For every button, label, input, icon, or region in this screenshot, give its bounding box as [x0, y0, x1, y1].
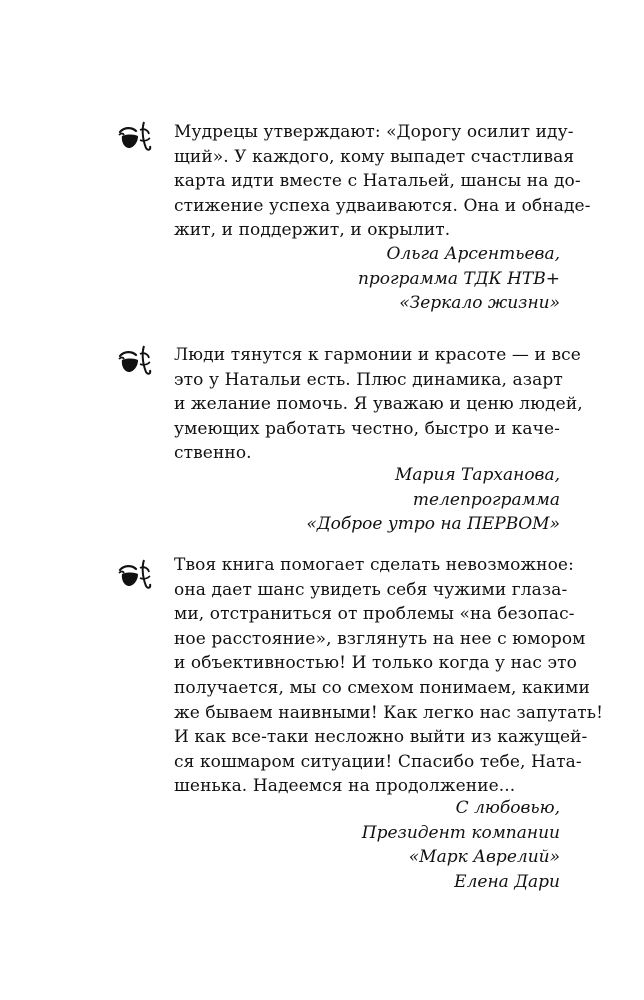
- quote-line: Мудрецы утверждают: «Дорогу осилит иду-: [174, 122, 574, 142]
- quote-line: стижение успеха удваиваются. Она и обнаде-: [174, 195, 591, 216]
- quote-line: и объективностью! И только когда у нас это: [174, 653, 577, 674]
- attribution-line: «Доброе утро на ПЕРВОМ»: [306, 514, 560, 535]
- quote-line: же бываем наивными! Как легко нас запутать!: [174, 702, 604, 723]
- attribution-line: «Зеркало жизни»: [399, 293, 560, 314]
- attribution-line: Мария Тарханова,: [395, 465, 560, 485]
- quote-text: [174, 553, 604, 799]
- quote-text: [174, 343, 583, 466]
- attribution-line: Ольга Арсентьева,: [386, 244, 560, 264]
- quote-line: шенька. Надеемся на продолжение...: [174, 776, 516, 797]
- quote-line: карта идти вместе с Натальей, шансы на до-: [174, 171, 581, 192]
- quote-line: И как все-таки несложно выйти из кажущей-: [174, 727, 588, 748]
- attribution-line: программа ТДК НТВ+: [357, 268, 560, 289]
- quote-attribution: [306, 463, 560, 537]
- teapot-flourish-icon: [116, 342, 156, 378]
- quote-line: Твоя книга помогает сделать невозможное:: [174, 555, 574, 575]
- quote-line: получается, мы со смехом понимаем, какими: [174, 677, 590, 698]
- quote-line: и желание помочь. Я уважаю и ценю людей,: [174, 394, 583, 415]
- teapot-flourish-icon: [116, 556, 156, 592]
- quote-line: умеющих работать честно, быстро и каче-: [174, 418, 560, 439]
- quote-line: это у Натальи есть. Плюс динамика, азарт: [174, 369, 563, 390]
- quote-line: ми, отстраниться от проблемы «на безопас-: [174, 604, 575, 625]
- quote-line: ное расстояние», взглянуть на нее с юмором: [174, 628, 586, 649]
- quote-line: ственно.: [174, 443, 252, 464]
- quote-line: ся кошмаром ситуации! Спасибо тебе, Ната-: [174, 751, 582, 772]
- quote-attribution: [358, 242, 560, 316]
- quote-line: Люди тянутся к гармонии и красоте — и все: [174, 345, 581, 365]
- attribution-line: С любовью,: [455, 798, 560, 818]
- teapot-flourish-icon: [116, 118, 156, 154]
- attribution-line: Елена Дари: [454, 871, 560, 892]
- attribution-line: «Марк Аврелий»: [408, 847, 560, 868]
- quote-attribution: [362, 796, 560, 894]
- quote-line: щий». У каждого, кому выпадет счастливая: [174, 146, 575, 167]
- quote-text: [174, 120, 591, 243]
- quote-line: жит, и поддержит, и окрылит.: [174, 220, 451, 241]
- attribution-line: телепрограмма: [412, 489, 560, 510]
- attribution-line: Президент компании: [361, 822, 560, 843]
- quote-line: она дает шанс увидеть себя чужими глаза-: [174, 579, 568, 600]
